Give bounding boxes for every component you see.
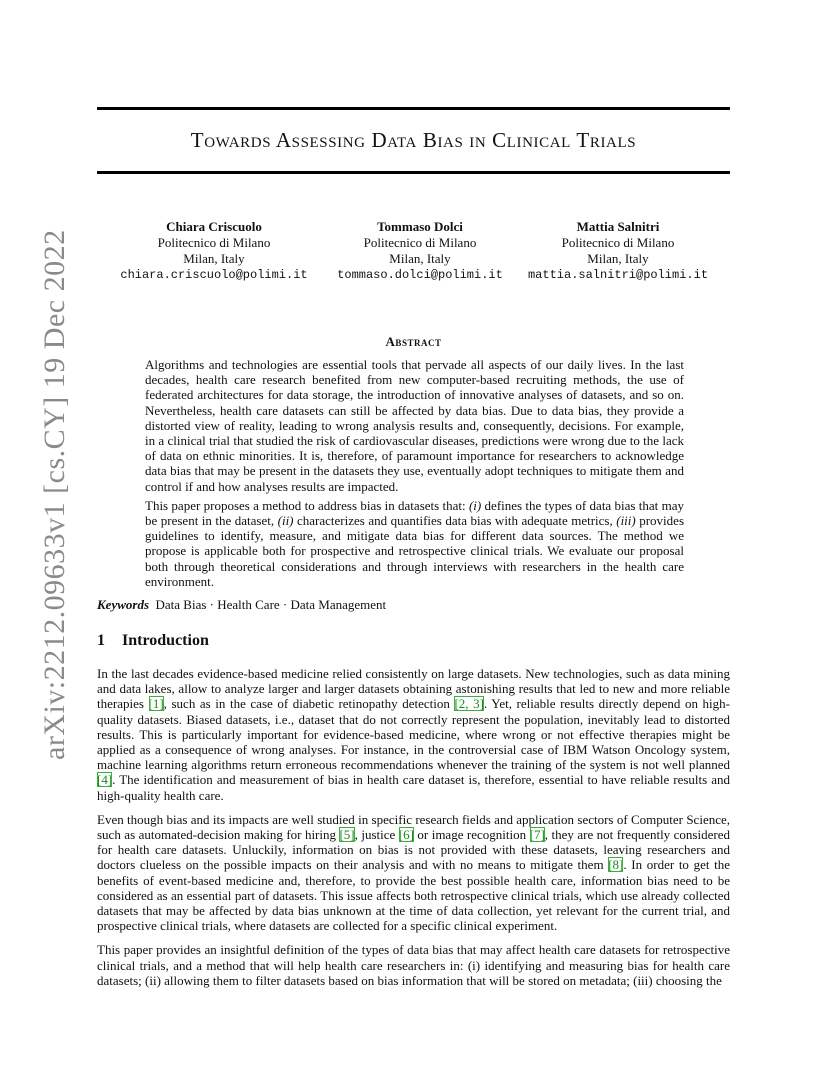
author-affiliation: Politecnico di Milano xyxy=(157,235,271,250)
body-paragraph-1 xyxy=(97,666,730,803)
abstract-heading: Abstract xyxy=(385,334,442,349)
body-text: . Yet, reliable results directly depend on high-quality datasets. Biased datasets, i.e., dataset that do not correctly represent the population, inevitably lead to distorted results. This is particularly important for evidence-based medicine, where wrong or not effective therapies might be applied as a consequence of wrong analyses. For instance, in the controversial case of IBM Watson Oncology system, machine learning algorithms return erroneous recommendations whenever the training of the system is not well planned xyxy=(97,696,730,773)
abstract-text: defines the types of data bias that may be present in the dataset, xyxy=(145,497,684,529)
abstract-paragraph-2 xyxy=(145,498,684,589)
body-text: , such as in the case of diabetic retinopathy detection xyxy=(163,696,455,712)
arxiv-stamp[interactable]: arXiv:2212.09633v1 [cs.CY] 19 Dec 2022 xyxy=(38,229,71,760)
abstract-paragraph-1: Algorithms and technologies are essential tools that pervade all aspects of our daily lives. In the last decades, health care research benefited from new computer-based recruiting methods, the use of federated architectures for data storage, the introduction of innovative analyses of datasets, and so on. Nevertheless, health care datasets can still be affected by data bias. Due to data bias, they provide a distorted view of reality, leading to wrong analysis results and, consequently, decisions. For example, in a clinical trial that studied the risk of cardiovascular diseases, predictions were wrong due to the lack of data on ethnic minorities. It is, therefore, of paramount importance for researchers to acknowledge data bias that may be present in the datasets they use, eventually adopt techniques to mitigate them and control if and how analyses results are impacted. xyxy=(145,357,684,494)
keywords-label: Keywords xyxy=(97,597,149,612)
body-text: , justice xyxy=(354,827,399,843)
body-text: , they are not frequently considered for health care datasets. Unluckily, information on bias is not provided with these datasets, leaving researchers and doctors clueless on the possible impacts on their analysis and with no means to mitigate them xyxy=(97,827,730,873)
enum-marker: (i) xyxy=(468,497,482,513)
paper-title: Towards Assessing Data Bias in Clinical Trials xyxy=(190,128,637,152)
keywords-line xyxy=(97,597,730,613)
abstract-body xyxy=(145,357,684,593)
citation-link[interactable]: [6] xyxy=(398,827,414,843)
author-affiliation: Politecnico di Milano xyxy=(363,235,477,250)
enum-marker: (ii) xyxy=(277,513,294,529)
abstract-text: provides guidelines to identify, measure, and mitigate data bias for different data sources. The method we propose is applicable both for prospective and retrospective clinical trials. We evaluate our proposal both through theoretical considerations and through interviews with researchers in the health care environment. xyxy=(145,513,684,589)
abstract-text: This paper proposes a method to address bias in datasets that: xyxy=(145,497,469,513)
author-name: Mattia Salnitri xyxy=(576,219,660,234)
body-paragraph-2 xyxy=(97,812,730,934)
section-title: Introduction xyxy=(122,632,209,649)
citation-link[interactable]: [4] xyxy=(97,772,113,788)
citation-link[interactable]: [5] xyxy=(339,827,355,843)
abstract-text: characterizes and quantifies data bias with adequate metrics, xyxy=(293,513,617,529)
author-block-3 xyxy=(520,219,716,283)
section-heading xyxy=(97,632,209,650)
citation-link[interactable]: [7] xyxy=(529,827,545,843)
title-rule-top xyxy=(97,107,730,110)
author-block-2 xyxy=(331,219,509,283)
author-email[interactable]: tommaso.dolci@polimi.it xyxy=(337,268,503,282)
author-location: Milan, Italy xyxy=(587,251,649,266)
body-text: . The identification and measurement of bias in health care dataset is, therefore, essential to have reliable results and high-quality health care. xyxy=(97,772,730,803)
body-text: or image recognition xyxy=(413,827,530,843)
enum-marker: (iii) xyxy=(616,513,636,529)
author-location: Milan, Italy xyxy=(389,251,451,266)
body-paragraph-3: This paper provides an insightful definition of the types of data bias that may affect health care datasets for retrospective clinical trials, and a method that will help health care researchers in: (i) identifying and measuring bias for health care datasets; (ii) allowing them to filter datasets based on bias information that will be stored on metadata; (iii) choosing the xyxy=(97,942,730,988)
section-number: 1 xyxy=(97,632,105,649)
citation-link[interactable]: [1] xyxy=(148,696,164,712)
author-email[interactable]: mattia.salnitri@polimi.it xyxy=(527,268,709,282)
citation-link[interactable]: [8] xyxy=(608,857,624,873)
author-name: Chiara Criscuolo xyxy=(166,219,262,234)
body-text: . In order to get the benefits of event-based medicine and, therefore, to provide the best possible health care, information bias need to be considered as an essential part of datasets. This issue affects both retrospective clinical trials, which use already collected datasets that may be affected by data bias unknown at the time of data collection, yet relevant for the current trial, and prospective clinical trials, where datasets are collected for a specific clinical experiment. xyxy=(97,857,730,934)
author-email[interactable]: chiara.criscuolo@polimi.it xyxy=(120,268,308,282)
title-rule-bottom xyxy=(97,171,730,174)
citation-link[interactable]: [2, 3] xyxy=(454,696,484,712)
author-location: Milan, Italy xyxy=(183,251,245,266)
section-body xyxy=(97,666,730,997)
keywords-text: Data Bias · Health Care · Data Management xyxy=(155,597,387,612)
body-text: In the last decades evidence-based medicine relied consistently on large datasets. New technologies, such as data mining and data lakes, allow to analyze larger and larger datasets obtaining astonishing results that led to new and more reliable therapies xyxy=(97,666,730,712)
author-name: Tommaso Dolci xyxy=(377,219,463,234)
author-affiliation: Politecnico di Milano xyxy=(561,235,675,250)
author-block-1 xyxy=(112,219,316,283)
body-text: Even though bias and its impacts are well studied in specific research fields and application sectors of Computer Science, such as automated-decision making for hiring xyxy=(97,811,730,843)
